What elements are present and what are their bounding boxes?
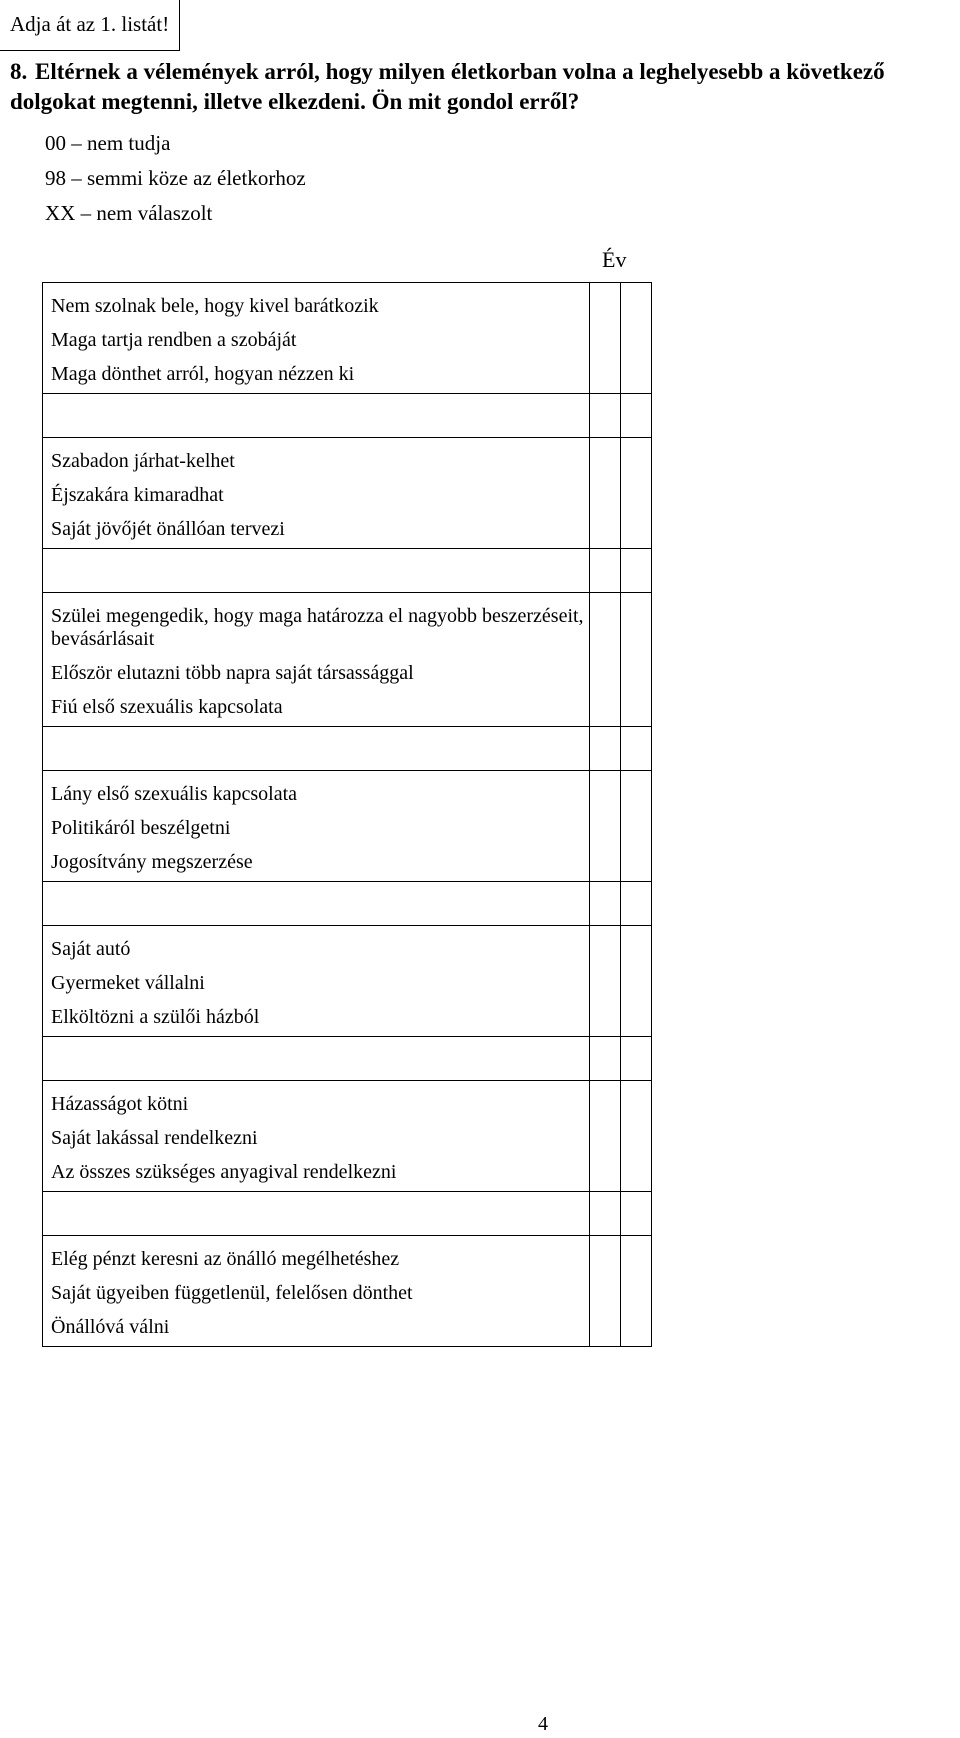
item-label: Lány első szexuális kapcsolata [51, 783, 298, 805]
page-number: 4 [538, 1713, 548, 1735]
year-digit-box-1[interactable] [590, 1037, 621, 1081]
item-group [43, 438, 652, 549]
year-digit-box-2[interactable] [621, 1081, 652, 1192]
item-group [43, 926, 652, 1037]
item-label: Saját lakással rendelkezni [51, 1127, 258, 1149]
item-label: Önállóvá válni [51, 1316, 170, 1338]
year-digit-box-2[interactable] [621, 438, 652, 549]
blank-label-cell [43, 1037, 590, 1081]
blank-label-cell [43, 549, 590, 593]
answer-codes [45, 126, 306, 231]
group-labels [43, 926, 590, 1037]
item-label: Jogosítvány megszerzése [51, 851, 253, 873]
year-digit-box-2[interactable] [621, 1037, 652, 1081]
year-digit-box-2[interactable] [621, 283, 652, 394]
item-group [43, 593, 652, 727]
blank-row [43, 1192, 652, 1236]
year-digit-box-1[interactable] [590, 1236, 621, 1347]
question-8 [10, 57, 960, 117]
blank-row [43, 882, 652, 926]
age-answer-table [42, 282, 652, 1347]
item-label: Fiú első szexuális kapcsolata [51, 696, 283, 718]
blank-label-cell [43, 882, 590, 926]
blank-row [43, 394, 652, 438]
group-labels [43, 283, 590, 394]
item-label: Elég pénzt keresni az önálló megélhetéshez [51, 1248, 400, 1270]
group-labels [43, 593, 590, 727]
blank-row [43, 1037, 652, 1081]
item-group [43, 283, 652, 394]
year-digit-box-1[interactable] [590, 549, 621, 593]
year-digit-box-1[interactable] [590, 593, 621, 727]
blank-label-cell [43, 1192, 590, 1236]
year-digit-box-1[interactable] [590, 771, 621, 882]
group-labels [43, 771, 590, 882]
item-label: Maga tartja rendben a szobáját [51, 329, 297, 351]
item-label: Saját autó [51, 938, 131, 960]
year-digit-box-2[interactable] [621, 593, 652, 727]
year-digit-box-1[interactable] [590, 394, 621, 438]
blank-label-cell [43, 394, 590, 438]
item-label: Maga dönthet arról, hogyan nézzen ki [51, 363, 355, 385]
item-label: Gyermeket vállalni [51, 972, 205, 994]
item-label: Az összes szükséges anyagival rendelkezni [51, 1161, 397, 1183]
item-group [43, 1236, 652, 1347]
item-label: Saját ügyeiben függetlenül, felelősen dönthet [51, 1282, 413, 1304]
item-label: Politikáról beszélgetni [51, 817, 231, 839]
year-digit-box-1[interactable] [590, 727, 621, 771]
item-label: Éjszakára kimaradhat [51, 484, 224, 506]
blank-label-cell [43, 727, 590, 771]
question-text: Eltérnek a vélemények arról, hogy milyen életkorban volna a leghelyesebb a következő dolgokat megtenni, illetve elkezdeni. Ön mit gondol erről? [10, 59, 885, 114]
item-label: Először elutazni több napra saját társassággal [51, 662, 414, 684]
year-digit-box-1[interactable] [590, 283, 621, 394]
question-number: 8. [10, 59, 28, 84]
item-group [43, 1081, 652, 1192]
year-digit-box-1[interactable] [590, 882, 621, 926]
instruction-box: Adja át az 1. listát! [0, 0, 180, 51]
year-digit-box-2[interactable] [621, 394, 652, 438]
group-labels [43, 1236, 590, 1347]
code-no-age-relation: 98 – semmi köze az életkorhoz [45, 166, 306, 190]
year-column-header: Év [602, 247, 627, 272]
item-label: Házasságot kötni [51, 1093, 189, 1115]
year-digit-box-2[interactable] [621, 1192, 652, 1236]
year-digit-box-2[interactable] [621, 771, 652, 882]
year-digit-box-2[interactable] [621, 882, 652, 926]
year-digit-box-2[interactable] [621, 926, 652, 1037]
year-digit-box-2[interactable] [621, 549, 652, 593]
item-label: Elköltözni a szülői házból [51, 1006, 260, 1028]
item-label: Szabadon járhat-kelhet [51, 450, 235, 472]
year-digit-box-2[interactable] [621, 727, 652, 771]
item-label: Szülei megengedik, hogy maga határozza el nagyobb beszerzéseit, bevásárlásait [51, 605, 584, 650]
year-digit-box-1[interactable] [590, 926, 621, 1037]
group-labels [43, 1081, 590, 1192]
blank-row [43, 727, 652, 771]
item-label: Nem szolnak bele, hogy kivel barátkozik [51, 295, 379, 317]
year-digit-box-1[interactable] [590, 438, 621, 549]
code-no-answer: XX – nem válaszolt [45, 201, 213, 225]
year-digit-box-1[interactable] [590, 1081, 621, 1192]
item-group [43, 771, 652, 882]
year-digit-box-1[interactable] [590, 1192, 621, 1236]
item-label: Saját jövőjét önállóan tervezi [51, 518, 285, 540]
blank-row [43, 549, 652, 593]
year-digit-box-2[interactable] [621, 1236, 652, 1347]
code-dont-know: 00 – nem tudja [45, 131, 171, 155]
group-labels [43, 438, 590, 549]
